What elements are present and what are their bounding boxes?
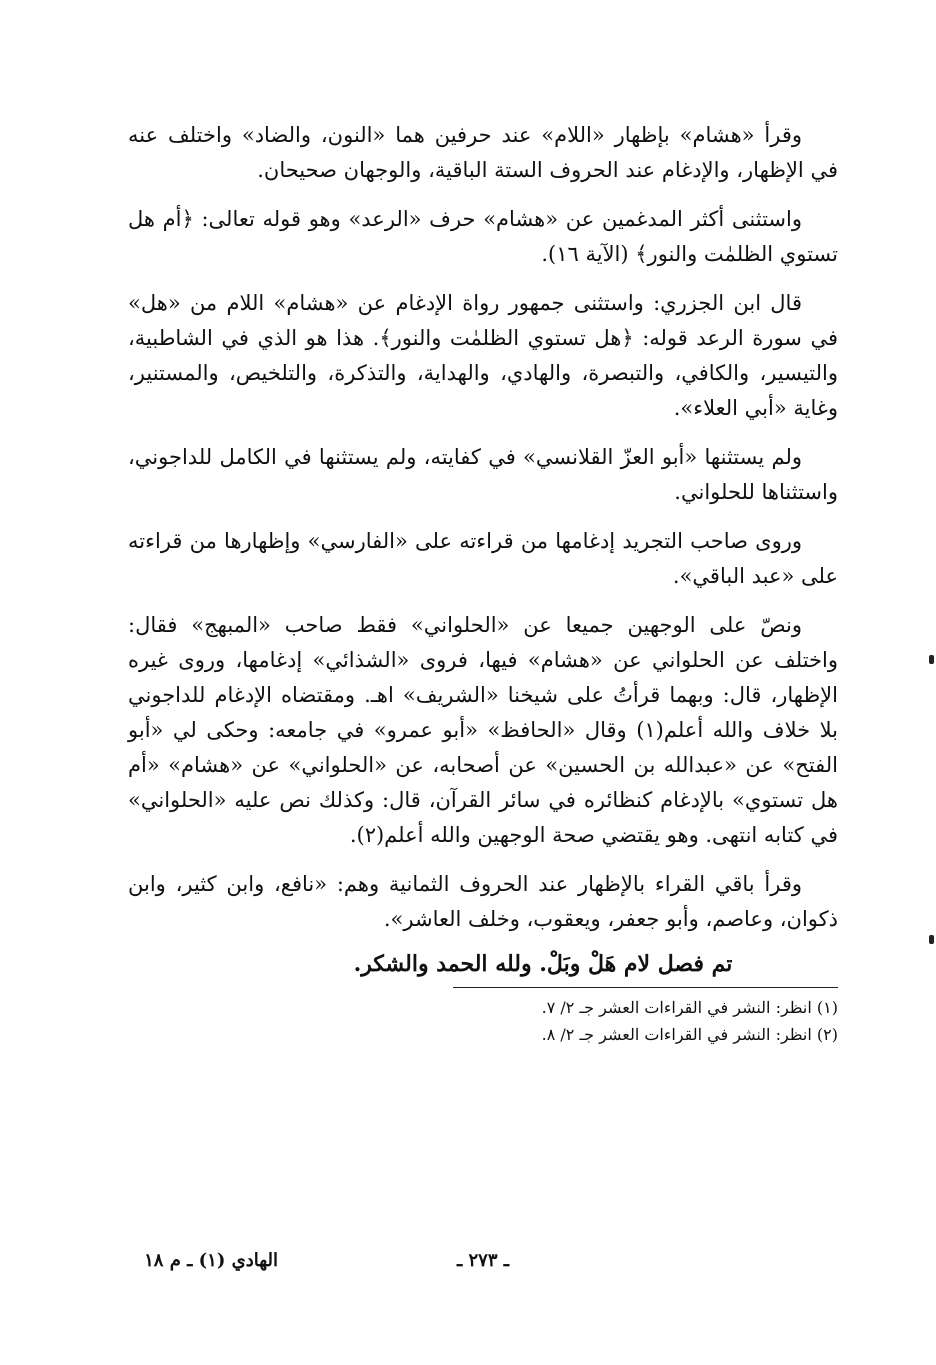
footnote-1: (١) انظر: النشر في القراءات العشر جـ ٢/ ٧. — [541, 998, 838, 1017]
signature-mark: الهادي (١) ـ م ١٨ — [144, 1250, 278, 1271]
paragraph-2: واستثنى أكثر المدغمين عن «هشام» حرف «الرعد» وهو قوله تعالى: ﴿أم هل تستوي الظلمٰت والنور﴾ (الآية ١٦). — [128, 207, 838, 266]
paragraph-1: وقرأ «هشام» بإظهار «اللام» عند حرفين هما «النون، والضاد» واختلف عنه في الإظهار، والإدغام عند الحروف الستة الباقية، والوجهان صحيحان. — [128, 123, 838, 182]
page-number: ـ ٢٧٣ ـ — [456, 1250, 510, 1271]
document-page — [128, 118, 838, 1278]
section-closing-line: تم فصل لام هَلْ وبَلْ. ولله الحمد والشكر. — [353, 951, 733, 977]
scan-mark-top — [929, 655, 934, 664]
paragraph-4: ولم يستثنها «أبو العزّ القلانسي» في كفايته، ولم يستثنها في الكامل للداجوني، واستثناها للحلواني. — [128, 445, 838, 504]
paragraph-6: ونصّ على الوجهين جميعا عن «الحلواني» فقط صاحب «المبهج» فقال: واختلف عن الحلواني عن «هشام» فيها، فروى «الشذائي» إدغامها، وروى غيره الإظهار، قال: وبهما قرأتُ على شيخنا «الشريف» اهـ. ومقتضاه الإدغام للداجوني بلا خلاف والله أعلم(١) وقال «الحافظ» «أبو عمرو» في جامعه: وحكى لي «أبو الفتح» عن «عبدالله بن الحسين» عن أصحابه، عن «الحلواني» عن «هشام» «أم هل تستوي» بالإدغام كنظائره في سائر القرآن، قال: وكذلك نص عليه «الحلواني» في كتابه انتهى. وهو يقتضي صحة الوجهين والله أعلم(٢). — [128, 613, 838, 847]
scan-mark-bottom — [929, 935, 934, 944]
paragraph-5: وروى صاحب التجريد إدغامها من قراءته على «الفارسي» وإظهارها من قراءته على «عبد الباقي». — [128, 529, 838, 588]
footnote-divider — [453, 987, 838, 988]
paragraph-7: وقرأ باقي القراء بالإظهار عند الحروف الثمانية وهم: «نافع، وابن كثير، وابن ذكوان، وعاصم، وأبو جعفر، ويعقوب، وخلف العاشر». — [128, 872, 838, 931]
page-footer — [128, 1250, 838, 1282]
paragraph-3: قال ابن الجزري: واستثنى جمهور رواة الإدغام عن «هشام» اللام من «هل» في سورة الرعد قوله: ﴿هل تستوي الظلمٰت والنور﴾. هذا هو الذي في الشاطبية، والتيسير، والكافي، والتبصرة، والهادي، والهداية، والتذكرة، والتلخيص، والمستنير، وغاية «أبي العلاء». — [128, 291, 838, 420]
footnote-2: (٢) انظر: النشر في القراءات العشر جـ ٢/ ٨. — [541, 1025, 838, 1044]
